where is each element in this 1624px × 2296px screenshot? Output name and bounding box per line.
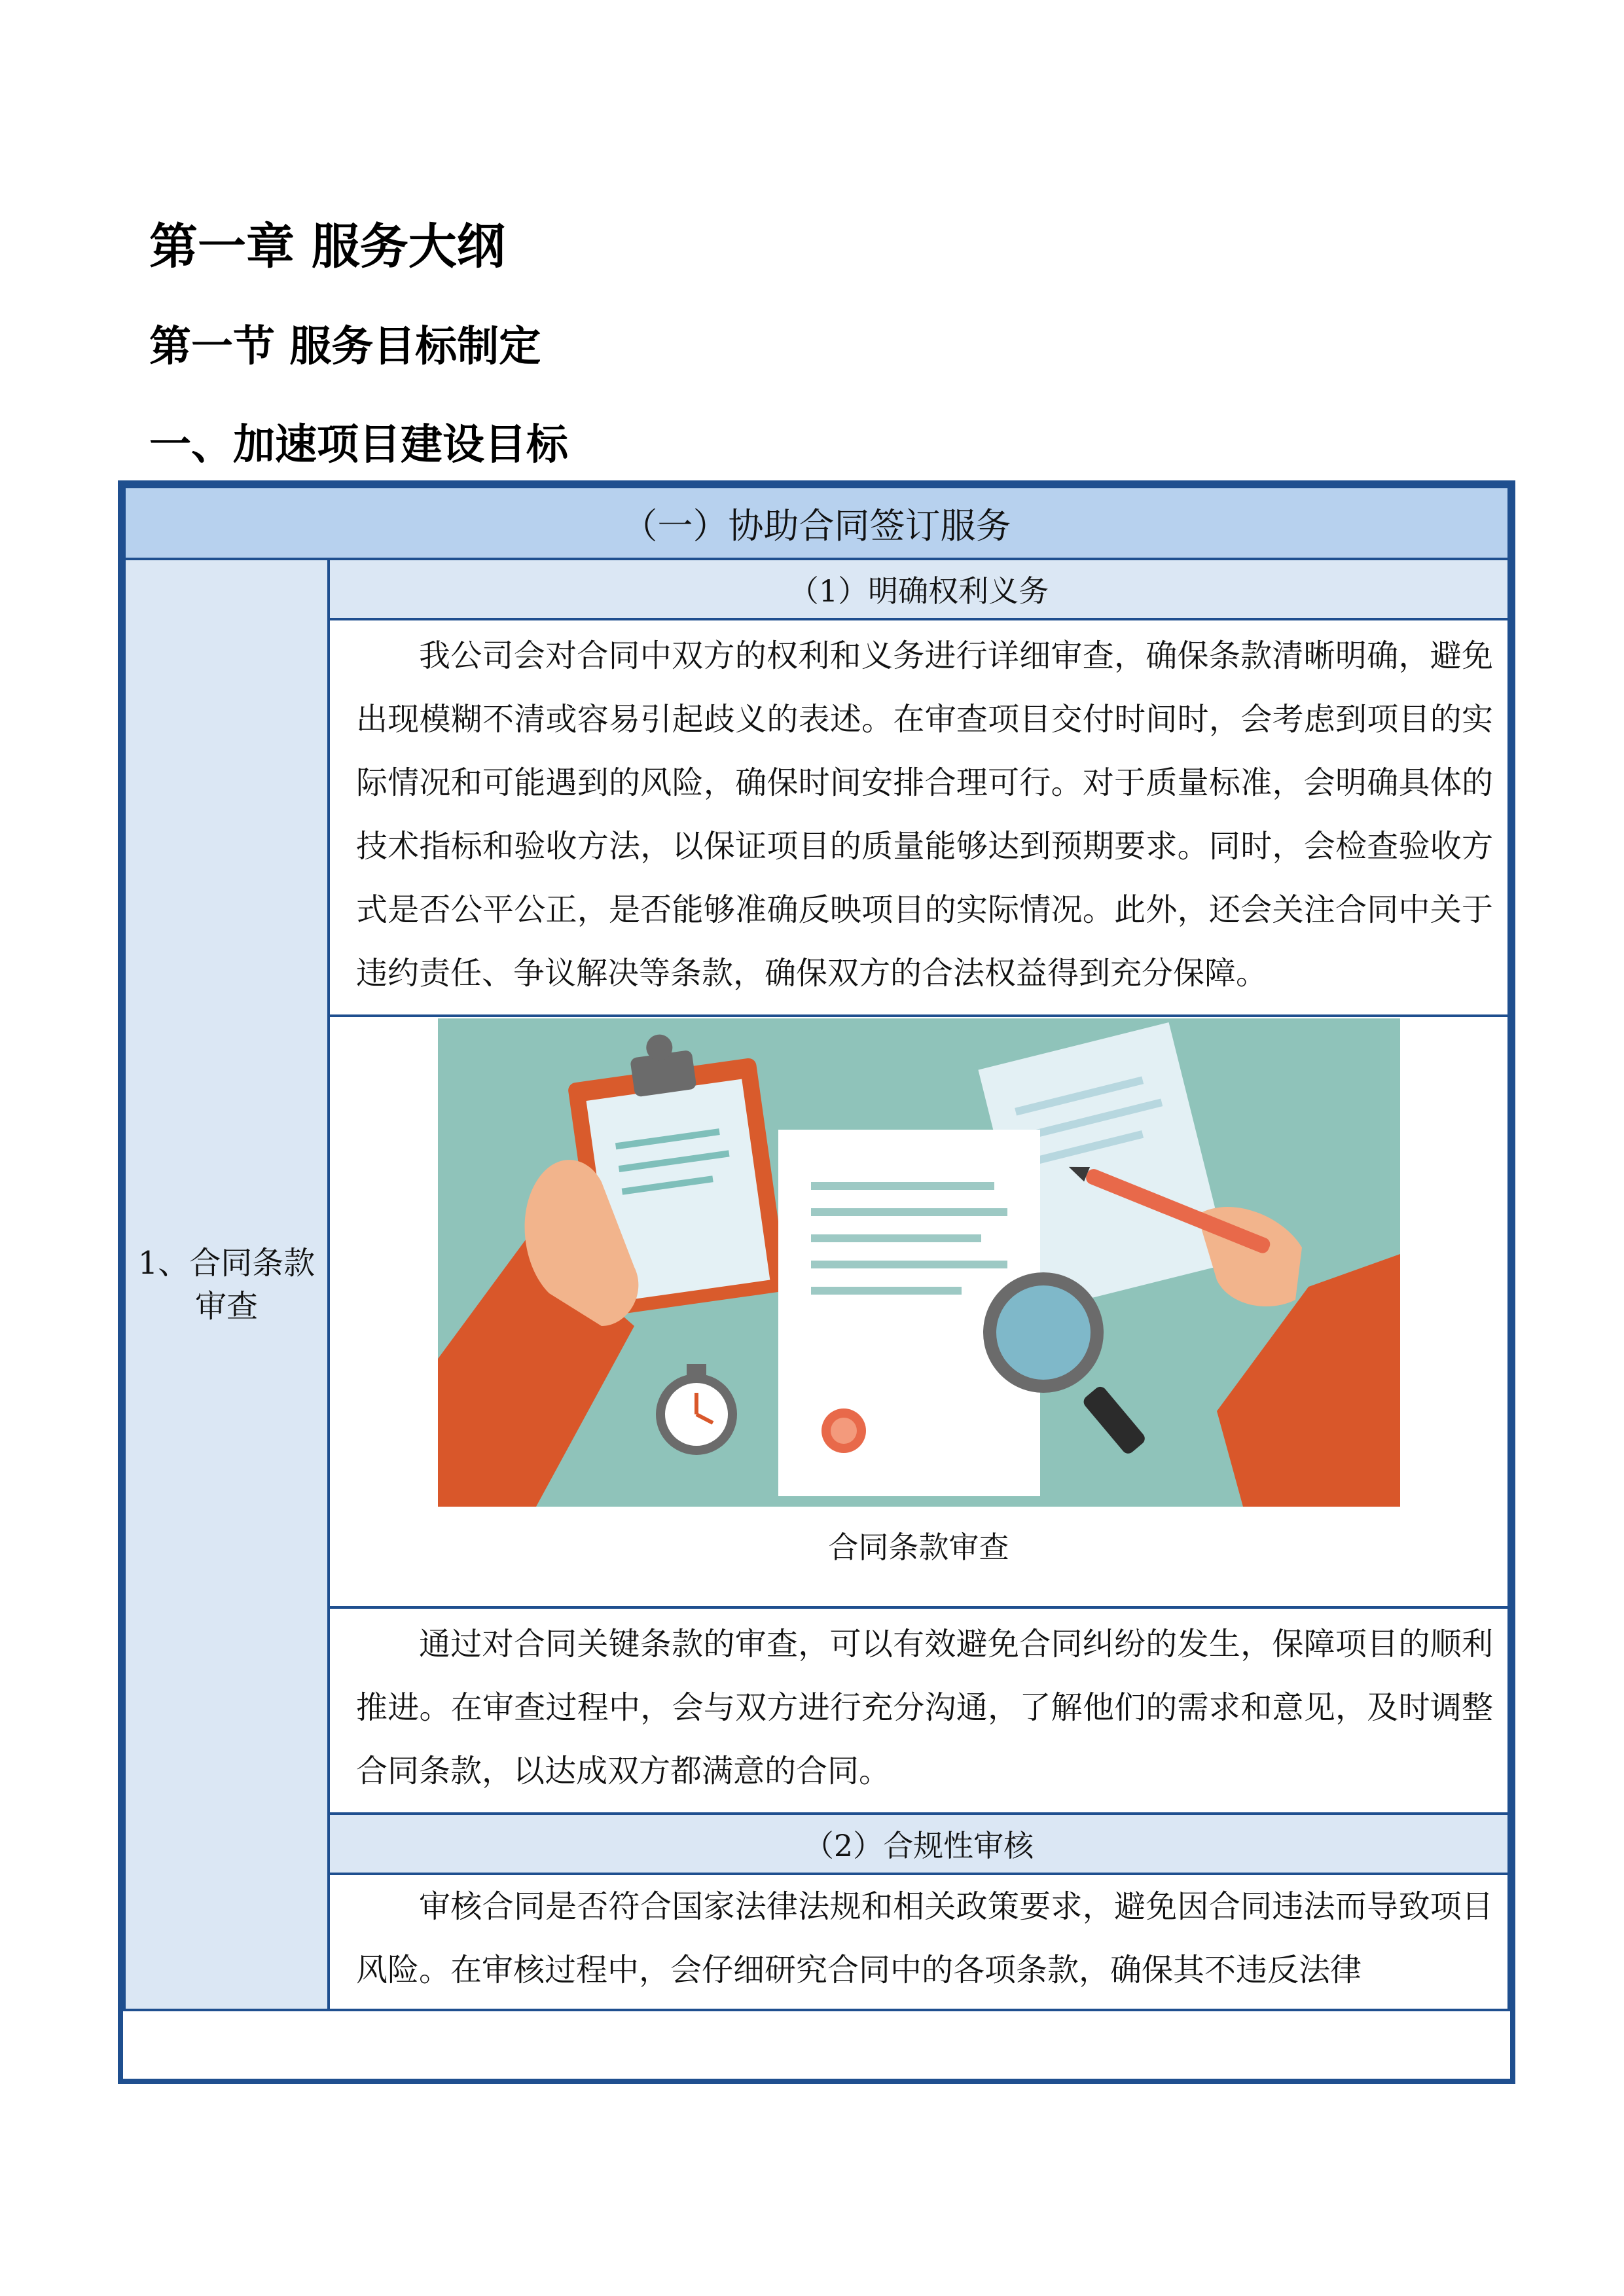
paragraph-review-effect: [329, 1607, 1509, 1814]
paragraph-text: 我公司会对合同中双方的权利和义务进行详细审查，确保条款清晰明确，避免出现模糊不清或容易引起歧义的表述。在审查项目交付时间时，会考虑到项目的实际情况和可能遇到的风险，确保时间安排合理可行。对于质量标准，会明确具体的技术指标和验收方法，以保证项目的质量能够达到预期要求。同时，会检查验收方式是否公平公正，是否能够准确反映项目的实际情况。此外，还会关注合同中关于违约责任、争议解决等条款，确保双方的合法权益得到充分保障。: [356, 637, 1493, 992]
subsection-compliance-review: （2）合规性审核: [329, 1814, 1509, 1874]
paragraph-text: 审核合同是否符合国家法律法规和相关政策要求，避免因合同违法而导致项目风险。在审核过程中，会仔细研究合同中的各项条款，确保其不违反法律: [356, 1888, 1493, 1988]
image-cell: [329, 1016, 1509, 1607]
paragraph-contract-review: [329, 619, 1509, 1016]
table-title: （一）协助合同签订服务: [124, 487, 1509, 559]
section-title: 第一节 服务目标制定: [149, 323, 541, 371]
subsection-rights-obligations: （1）明确权利义务: [329, 559, 1509, 619]
chapter-title: 第一章 服务大纲: [149, 219, 505, 275]
subsection-title: 一、加速项目建设目标: [149, 421, 568, 469]
row-label: 1、合同条款审查: [124, 559, 329, 2010]
service-table: [118, 480, 1515, 2084]
image-caption: 合同条款审查: [828, 1530, 1009, 1565]
paragraph-compliance: [329, 1874, 1509, 2010]
paragraph-text: 通过对合同关键条款的审查，可以有效避免合同纠纷的发生，保障项目的顺利推进。在审查过程中，会与双方进行充分沟通，了解他们的需求和意见，及时调整合同条款，以达成双方都满意的合同。: [356, 1626, 1493, 1789]
contract-review-illustration: [438, 1018, 1400, 1507]
